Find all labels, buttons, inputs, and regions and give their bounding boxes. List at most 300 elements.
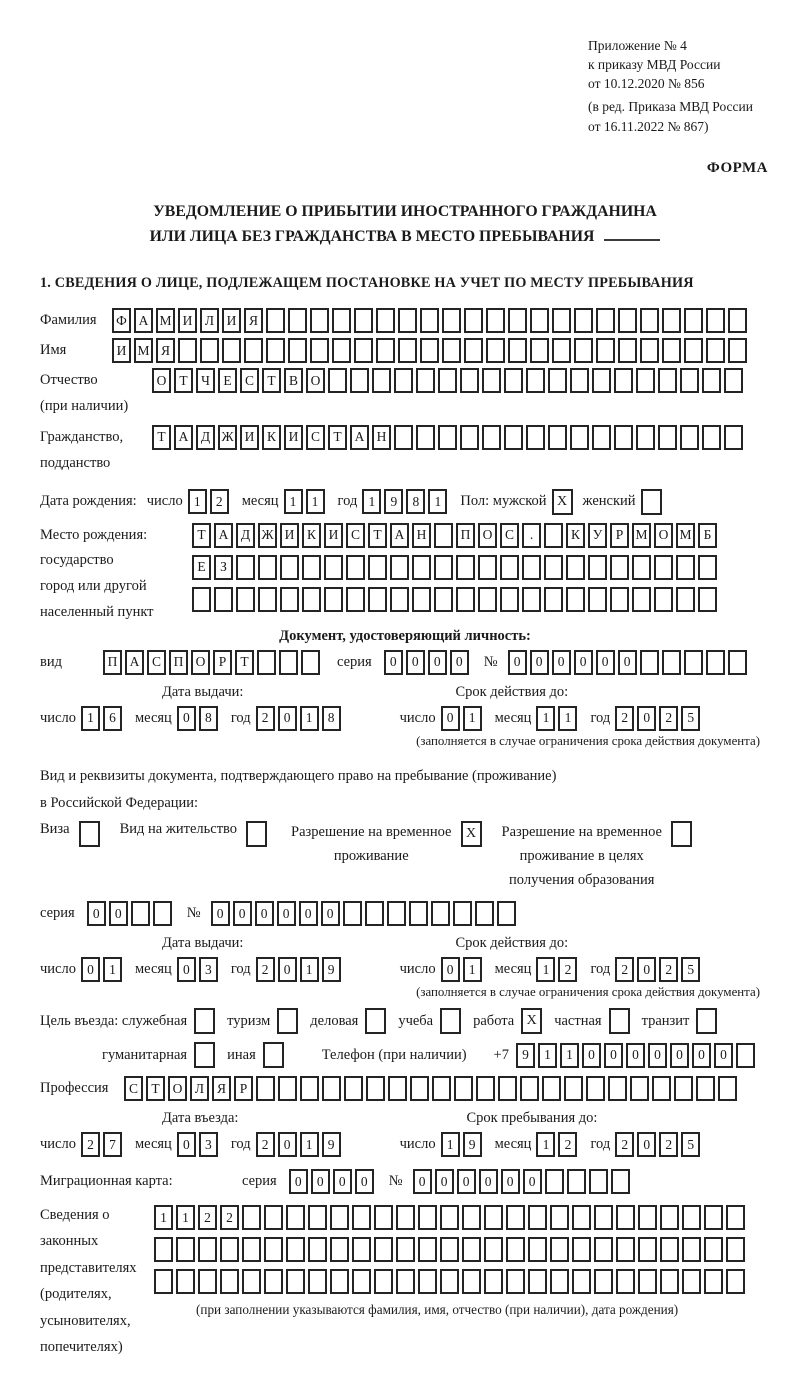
- char-cell[interactable]: [658, 425, 677, 450]
- char-cell[interactable]: 9: [322, 957, 341, 982]
- char-cell[interactable]: [372, 368, 391, 393]
- char-cell[interactable]: [418, 1205, 437, 1230]
- char-cell[interactable]: [396, 1237, 415, 1262]
- char-cell[interactable]: [416, 368, 435, 393]
- char-cell[interactable]: [434, 523, 453, 548]
- char-cell[interactable]: [526, 425, 545, 450]
- char-cell[interactable]: [387, 901, 406, 926]
- char-cell[interactable]: [301, 650, 320, 675]
- char-cell[interactable]: [264, 1237, 283, 1262]
- char-cell[interactable]: И: [112, 338, 131, 363]
- char-cell[interactable]: [654, 555, 673, 580]
- char-cell[interactable]: [236, 555, 255, 580]
- char-cell[interactable]: [728, 650, 747, 675]
- char-cell[interactable]: [564, 1076, 583, 1101]
- char-cell[interactable]: 0: [406, 650, 425, 675]
- char-cell[interactable]: 0: [278, 706, 297, 731]
- sex-male-checkbox[interactable]: X: [552, 489, 573, 515]
- char-cell[interactable]: [409, 901, 428, 926]
- char-cell[interactable]: 9: [463, 1132, 482, 1157]
- char-cell[interactable]: 1: [103, 957, 122, 982]
- char-cell[interactable]: [198, 1237, 217, 1262]
- char-cell[interactable]: И: [280, 523, 299, 548]
- char-cell[interactable]: [550, 1269, 569, 1294]
- char-cell[interactable]: [286, 1237, 305, 1262]
- char-cell[interactable]: [484, 1205, 503, 1230]
- char-cell[interactable]: 0: [530, 650, 549, 675]
- char-cell[interactable]: [660, 1205, 679, 1230]
- char-cell[interactable]: [680, 368, 699, 393]
- char-cell[interactable]: [256, 1076, 275, 1101]
- char-cell[interactable]: 2: [615, 957, 634, 982]
- char-cell[interactable]: Л: [200, 308, 219, 333]
- char-cell[interactable]: [324, 555, 343, 580]
- char-cell[interactable]: 0: [289, 1169, 308, 1194]
- char-cell[interactable]: О: [478, 523, 497, 548]
- char-cell[interactable]: [308, 1237, 327, 1262]
- char-cell[interactable]: [442, 338, 461, 363]
- char-cell[interactable]: [366, 1076, 385, 1101]
- char-cell[interactable]: С: [346, 523, 365, 548]
- char-cell[interactable]: 1: [300, 706, 319, 731]
- char-cell[interactable]: [440, 1269, 459, 1294]
- char-cell[interactable]: И: [240, 425, 259, 450]
- purpose-tourism-checkbox[interactable]: [277, 1008, 298, 1034]
- char-cell[interactable]: 1: [538, 1043, 557, 1068]
- char-cell[interactable]: [460, 425, 479, 450]
- char-cell[interactable]: [500, 587, 519, 612]
- char-cell[interactable]: [526, 368, 545, 393]
- char-cell[interactable]: [176, 1269, 195, 1294]
- temp-permit-checkbox[interactable]: X: [461, 821, 482, 847]
- char-cell[interactable]: .: [522, 523, 541, 548]
- char-cell[interactable]: 0: [278, 1132, 297, 1157]
- char-cell[interactable]: [412, 555, 431, 580]
- char-cell[interactable]: [611, 1169, 630, 1194]
- char-cell[interactable]: [476, 1076, 495, 1101]
- char-cell[interactable]: Ч: [196, 368, 215, 393]
- char-cell[interactable]: К: [262, 425, 281, 450]
- char-cell[interactable]: 0: [626, 1043, 645, 1068]
- char-cell[interactable]: [632, 555, 651, 580]
- char-cell[interactable]: [214, 587, 233, 612]
- char-cell[interactable]: [548, 425, 567, 450]
- char-cell[interactable]: [440, 1205, 459, 1230]
- char-cell[interactable]: [736, 1043, 755, 1068]
- char-cell[interactable]: [596, 308, 615, 333]
- char-cell[interactable]: П: [103, 650, 122, 675]
- char-cell[interactable]: А: [390, 523, 409, 548]
- char-cell[interactable]: [332, 308, 351, 333]
- char-cell[interactable]: [368, 555, 387, 580]
- char-cell[interactable]: [486, 308, 505, 333]
- char-cell[interactable]: Т: [368, 523, 387, 548]
- char-cell[interactable]: [475, 901, 494, 926]
- char-cell[interactable]: 0: [321, 901, 340, 926]
- char-cell[interactable]: [552, 308, 571, 333]
- char-cell[interactable]: Е: [192, 555, 211, 580]
- char-cell[interactable]: 1: [558, 706, 577, 731]
- temp-permit-edu-checkbox[interactable]: [671, 821, 692, 847]
- char-cell[interactable]: 0: [109, 901, 128, 926]
- char-cell[interactable]: [396, 1205, 415, 1230]
- char-cell[interactable]: [508, 308, 527, 333]
- char-cell[interactable]: 1: [154, 1205, 173, 1230]
- char-cell[interactable]: 3: [199, 1132, 218, 1157]
- char-cell[interactable]: 0: [355, 1169, 374, 1194]
- char-cell[interactable]: К: [302, 523, 321, 548]
- char-cell[interactable]: 3: [199, 957, 218, 982]
- sex-female-checkbox[interactable]: [641, 489, 662, 515]
- char-cell[interactable]: [456, 555, 475, 580]
- char-cell[interactable]: [726, 1205, 745, 1230]
- char-cell[interactable]: [724, 425, 743, 450]
- char-cell[interactable]: [418, 1269, 437, 1294]
- char-cell[interactable]: 2: [81, 1132, 100, 1157]
- char-cell[interactable]: 1: [188, 489, 207, 514]
- char-cell[interactable]: [478, 555, 497, 580]
- char-cell[interactable]: [131, 901, 150, 926]
- char-cell[interactable]: [266, 338, 285, 363]
- char-cell[interactable]: [178, 338, 197, 363]
- char-cell[interactable]: [286, 1205, 305, 1230]
- char-cell[interactable]: А: [214, 523, 233, 548]
- char-cell[interactable]: [726, 1237, 745, 1262]
- char-cell[interactable]: [544, 555, 563, 580]
- char-cell[interactable]: [618, 338, 637, 363]
- char-cell[interactable]: 1: [81, 706, 100, 731]
- char-cell[interactable]: [464, 338, 483, 363]
- char-cell[interactable]: Л: [190, 1076, 209, 1101]
- char-cell[interactable]: 0: [582, 1043, 601, 1068]
- char-cell[interactable]: Р: [213, 650, 232, 675]
- purpose-business-checkbox[interactable]: [365, 1008, 386, 1034]
- char-cell[interactable]: [636, 368, 655, 393]
- char-cell[interactable]: 9: [516, 1043, 535, 1068]
- residence-permit-checkbox[interactable]: [246, 821, 267, 847]
- char-cell[interactable]: [572, 1237, 591, 1262]
- char-cell[interactable]: [588, 555, 607, 580]
- char-cell[interactable]: [530, 308, 549, 333]
- char-cell[interactable]: М: [134, 338, 153, 363]
- char-cell[interactable]: 0: [81, 957, 100, 982]
- char-cell[interactable]: [350, 368, 369, 393]
- char-cell[interactable]: 0: [618, 650, 637, 675]
- char-cell[interactable]: 1: [536, 1132, 555, 1157]
- char-cell[interactable]: [574, 338, 593, 363]
- char-cell[interactable]: [416, 425, 435, 450]
- char-cell[interactable]: 1: [362, 489, 381, 514]
- char-cell[interactable]: [308, 1205, 327, 1230]
- char-cell[interactable]: [594, 1269, 613, 1294]
- char-cell[interactable]: 5: [681, 706, 700, 731]
- char-cell[interactable]: Я: [156, 338, 175, 363]
- char-cell[interactable]: [704, 1269, 723, 1294]
- char-cell[interactable]: [500, 555, 519, 580]
- char-cell[interactable]: [354, 338, 373, 363]
- char-cell[interactable]: [462, 1237, 481, 1262]
- char-cell[interactable]: Т: [328, 425, 347, 450]
- char-cell[interactable]: [586, 1076, 605, 1101]
- char-cell[interactable]: Т: [262, 368, 281, 393]
- char-cell[interactable]: [684, 338, 703, 363]
- char-cell[interactable]: [257, 650, 276, 675]
- char-cell[interactable]: [396, 1269, 415, 1294]
- char-cell[interactable]: [660, 1269, 679, 1294]
- char-cell[interactable]: [610, 587, 629, 612]
- char-cell[interactable]: О: [191, 650, 210, 675]
- char-cell[interactable]: [302, 555, 321, 580]
- char-cell[interactable]: 0: [211, 901, 230, 926]
- char-cell[interactable]: [528, 1205, 547, 1230]
- char-cell[interactable]: [442, 308, 461, 333]
- char-cell[interactable]: [570, 368, 589, 393]
- char-cell[interactable]: А: [125, 650, 144, 675]
- char-cell[interactable]: [702, 368, 721, 393]
- char-cell[interactable]: У: [588, 523, 607, 548]
- char-cell[interactable]: С: [124, 1076, 143, 1101]
- char-cell[interactable]: 0: [692, 1043, 711, 1068]
- char-cell[interactable]: 2: [558, 1132, 577, 1157]
- char-cell[interactable]: [724, 368, 743, 393]
- char-cell[interactable]: Т: [174, 368, 193, 393]
- char-cell[interactable]: 1: [463, 706, 482, 731]
- char-cell[interactable]: [728, 308, 747, 333]
- char-cell[interactable]: 0: [604, 1043, 623, 1068]
- char-cell[interactable]: [544, 587, 563, 612]
- char-cell[interactable]: 1: [176, 1205, 195, 1230]
- char-cell[interactable]: [354, 308, 373, 333]
- char-cell[interactable]: 0: [177, 1132, 196, 1157]
- char-cell[interactable]: [654, 587, 673, 612]
- char-cell[interactable]: [418, 1237, 437, 1262]
- char-cell[interactable]: Ж: [258, 523, 277, 548]
- char-cell[interactable]: [658, 368, 677, 393]
- purpose-humanitarian-checkbox[interactable]: [194, 1042, 215, 1068]
- char-cell[interactable]: [154, 1237, 173, 1262]
- char-cell[interactable]: И: [324, 523, 343, 548]
- char-cell[interactable]: [548, 368, 567, 393]
- char-cell[interactable]: [486, 338, 505, 363]
- char-cell[interactable]: [592, 368, 611, 393]
- char-cell[interactable]: [506, 1237, 525, 1262]
- char-cell[interactable]: 2: [256, 706, 275, 731]
- char-cell[interactable]: [310, 308, 329, 333]
- char-cell[interactable]: [310, 338, 329, 363]
- char-cell[interactable]: 2: [210, 489, 229, 514]
- char-cell[interactable]: [242, 1205, 261, 1230]
- char-cell[interactable]: С: [500, 523, 519, 548]
- char-cell[interactable]: [324, 587, 343, 612]
- char-cell[interactable]: [192, 587, 211, 612]
- char-cell[interactable]: 6: [103, 706, 122, 731]
- purpose-official-checkbox[interactable]: [194, 1008, 215, 1034]
- char-cell[interactable]: [616, 1205, 635, 1230]
- char-cell[interactable]: [497, 901, 516, 926]
- char-cell[interactable]: [506, 1205, 525, 1230]
- char-cell[interactable]: [352, 1237, 371, 1262]
- char-cell[interactable]: [286, 1269, 305, 1294]
- char-cell[interactable]: [244, 338, 263, 363]
- char-cell[interactable]: А: [174, 425, 193, 450]
- char-cell[interactable]: [431, 901, 450, 926]
- char-cell[interactable]: 0: [637, 957, 656, 982]
- char-cell[interactable]: [567, 1169, 586, 1194]
- char-cell[interactable]: [482, 425, 501, 450]
- char-cell[interactable]: 0: [648, 1043, 667, 1068]
- char-cell[interactable]: [636, 425, 655, 450]
- char-cell[interactable]: [682, 1269, 701, 1294]
- char-cell[interactable]: [420, 338, 439, 363]
- purpose-transit-checkbox[interactable]: [696, 1008, 717, 1034]
- char-cell[interactable]: [264, 1269, 283, 1294]
- char-cell[interactable]: [484, 1269, 503, 1294]
- char-cell[interactable]: 1: [441, 1132, 460, 1157]
- char-cell[interactable]: 5: [681, 1132, 700, 1157]
- char-cell[interactable]: Н: [412, 523, 431, 548]
- char-cell[interactable]: [278, 1076, 297, 1101]
- char-cell[interactable]: [566, 555, 585, 580]
- char-cell[interactable]: [652, 1076, 671, 1101]
- char-cell[interactable]: [498, 1076, 517, 1101]
- char-cell[interactable]: О: [152, 368, 171, 393]
- char-cell[interactable]: [376, 338, 395, 363]
- char-cell[interactable]: Т: [235, 650, 254, 675]
- char-cell[interactable]: 1: [284, 489, 303, 514]
- char-cell[interactable]: [616, 1269, 635, 1294]
- char-cell[interactable]: [704, 1237, 723, 1262]
- char-cell[interactable]: 0: [501, 1169, 520, 1194]
- purpose-private-checkbox[interactable]: [609, 1008, 630, 1034]
- char-cell[interactable]: [328, 368, 347, 393]
- char-cell[interactable]: [438, 368, 457, 393]
- char-cell[interactable]: [594, 1205, 613, 1230]
- char-cell[interactable]: К: [566, 523, 585, 548]
- char-cell[interactable]: 1: [560, 1043, 579, 1068]
- char-cell[interactable]: 0: [457, 1169, 476, 1194]
- char-cell[interactable]: [410, 1076, 429, 1101]
- char-cell[interactable]: 1: [306, 489, 325, 514]
- char-cell[interactable]: [346, 587, 365, 612]
- char-cell[interactable]: [456, 587, 475, 612]
- char-cell[interactable]: 0: [435, 1169, 454, 1194]
- char-cell[interactable]: [572, 1269, 591, 1294]
- char-cell[interactable]: [464, 308, 483, 333]
- char-cell[interactable]: [308, 1269, 327, 1294]
- char-cell[interactable]: [420, 308, 439, 333]
- char-cell[interactable]: [390, 587, 409, 612]
- char-cell[interactable]: [506, 1269, 525, 1294]
- char-cell[interactable]: [236, 587, 255, 612]
- char-cell[interactable]: С: [306, 425, 325, 450]
- char-cell[interactable]: [376, 308, 395, 333]
- char-cell[interactable]: [153, 901, 172, 926]
- char-cell[interactable]: 1: [300, 1132, 319, 1157]
- char-cell[interactable]: [638, 1205, 657, 1230]
- char-cell[interactable]: [698, 587, 717, 612]
- char-cell[interactable]: 1: [463, 957, 482, 982]
- char-cell[interactable]: [394, 368, 413, 393]
- char-cell[interactable]: [279, 650, 298, 675]
- char-cell[interactable]: [220, 1269, 239, 1294]
- char-cell[interactable]: [589, 1169, 608, 1194]
- char-cell[interactable]: 1: [536, 706, 555, 731]
- char-cell[interactable]: [528, 1237, 547, 1262]
- char-cell[interactable]: [638, 1237, 657, 1262]
- char-cell[interactable]: [330, 1237, 349, 1262]
- char-cell[interactable]: [618, 308, 637, 333]
- char-cell[interactable]: [702, 425, 721, 450]
- purpose-study-checkbox[interactable]: [440, 1008, 461, 1034]
- char-cell[interactable]: Я: [244, 308, 263, 333]
- char-cell[interactable]: М: [676, 523, 695, 548]
- char-cell[interactable]: [698, 555, 717, 580]
- char-cell[interactable]: [594, 1237, 613, 1262]
- char-cell[interactable]: [660, 1237, 679, 1262]
- char-cell[interactable]: З: [214, 555, 233, 580]
- char-cell[interactable]: [504, 368, 523, 393]
- purpose-other-checkbox[interactable]: [263, 1042, 284, 1068]
- char-cell[interactable]: 0: [413, 1169, 432, 1194]
- char-cell[interactable]: И: [178, 308, 197, 333]
- char-cell[interactable]: [258, 555, 277, 580]
- char-cell[interactable]: Р: [234, 1076, 253, 1101]
- char-cell[interactable]: [572, 1205, 591, 1230]
- char-cell[interactable]: [390, 555, 409, 580]
- char-cell[interactable]: 9: [322, 1132, 341, 1157]
- char-cell[interactable]: Е: [218, 368, 237, 393]
- char-cell[interactable]: 8: [199, 706, 218, 731]
- char-cell[interactable]: [662, 308, 681, 333]
- char-cell[interactable]: 0: [177, 706, 196, 731]
- char-cell[interactable]: 0: [278, 957, 297, 982]
- char-cell[interactable]: [330, 1205, 349, 1230]
- char-cell[interactable]: [680, 425, 699, 450]
- char-cell[interactable]: [374, 1237, 393, 1262]
- char-cell[interactable]: [544, 523, 563, 548]
- char-cell[interactable]: [552, 338, 571, 363]
- char-cell[interactable]: [696, 1076, 715, 1101]
- char-cell[interactable]: [706, 338, 725, 363]
- char-cell[interactable]: [438, 425, 457, 450]
- char-cell[interactable]: [640, 338, 659, 363]
- char-cell[interactable]: 0: [441, 957, 460, 982]
- char-cell[interactable]: [478, 587, 497, 612]
- char-cell[interactable]: [460, 368, 479, 393]
- char-cell[interactable]: [343, 901, 362, 926]
- char-cell[interactable]: [704, 1205, 723, 1230]
- char-cell[interactable]: [352, 1269, 371, 1294]
- char-cell[interactable]: 0: [428, 650, 447, 675]
- char-cell[interactable]: [528, 1269, 547, 1294]
- char-cell[interactable]: [176, 1237, 195, 1262]
- char-cell[interactable]: [550, 1237, 569, 1262]
- char-cell[interactable]: 0: [255, 901, 274, 926]
- char-cell[interactable]: М: [156, 308, 175, 333]
- char-cell[interactable]: П: [456, 523, 475, 548]
- char-cell[interactable]: [374, 1269, 393, 1294]
- char-cell[interactable]: [706, 308, 725, 333]
- char-cell[interactable]: 2: [256, 1132, 275, 1157]
- char-cell[interactable]: 2: [615, 706, 634, 731]
- char-cell[interactable]: 0: [637, 706, 656, 731]
- char-cell[interactable]: [198, 1269, 217, 1294]
- char-cell[interactable]: [484, 1237, 503, 1262]
- char-cell[interactable]: [394, 425, 413, 450]
- char-cell[interactable]: [264, 1205, 283, 1230]
- char-cell[interactable]: [545, 1169, 564, 1194]
- char-cell[interactable]: [718, 1076, 737, 1101]
